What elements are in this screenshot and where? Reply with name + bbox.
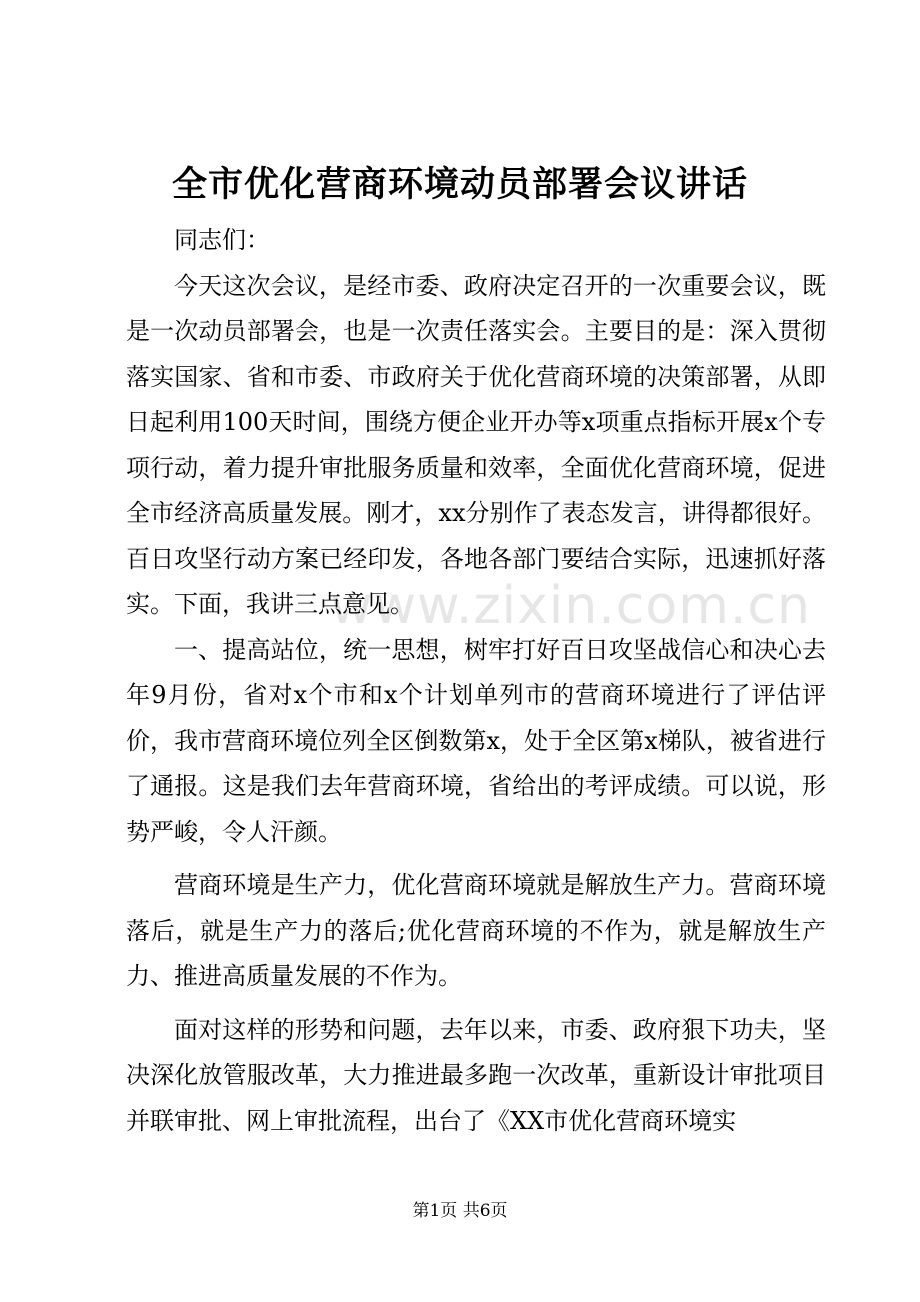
page-number-footer: 第1页 共6页 bbox=[412, 1201, 508, 1221]
watermark: www.zixin.com.cn bbox=[330, 576, 811, 636]
paragraph-1: 今天这次会议，是经市委、政府决定召开的一次重要会议，既是一次动员部署会，也是一次责任落实会。主要目的是：深入贯彻落实国家、省和市委、市政府关于优化营商环境的决策部署，从即日起利用100天时间，围绕方便企业开办等x项重点指标开展x个专项行动，着力提升审批服务质量和效率，全面优化营商环境，促进全市经济高质量发展。刚才，xx分别作了表态发言，讲得都很好。百日攻坚行动方案已经印发，各地各部门要结合实际，迅速抓好落实。下面，我讲三点意见。 bbox=[126, 271, 826, 618]
salutation: 同志们： bbox=[174, 226, 270, 254]
paragraph-4: 面对这样的形势和问题，去年以来，市委、政府狠下功夫，坚决深化放管服改革，大力推进最多跑一次改革，重新设计审批项目并联审批、网上审批流程，出台了《XX市优化营商环境实 bbox=[126, 1015, 826, 1135]
document-title: 全市优化营商环境动员部署会议讲话 bbox=[171, 164, 748, 205]
paragraph-3: 营商环境是生产力，优化营商环境就是解放生产力。营商环境落后，就是生产力的落后;优化营商环境的不作为，就是解放生产力、推进高质量发展的不作为。 bbox=[126, 871, 826, 990]
paragraph-2: 一、提高站位，统一思想，树牢打好百日攻坚战信心和决心去年9月份，省对x个市和x个计划单列市的营商环境进行了评估评价，我市营商环境位列全区倒数第x，处于全区第x梯队，被省进行了通报。这是我们去年营商环境，省给出的考评成绩。可以说，形势严峻，令人汗颜。 bbox=[126, 635, 826, 846]
document-body bbox=[126, 218, 826, 1144]
